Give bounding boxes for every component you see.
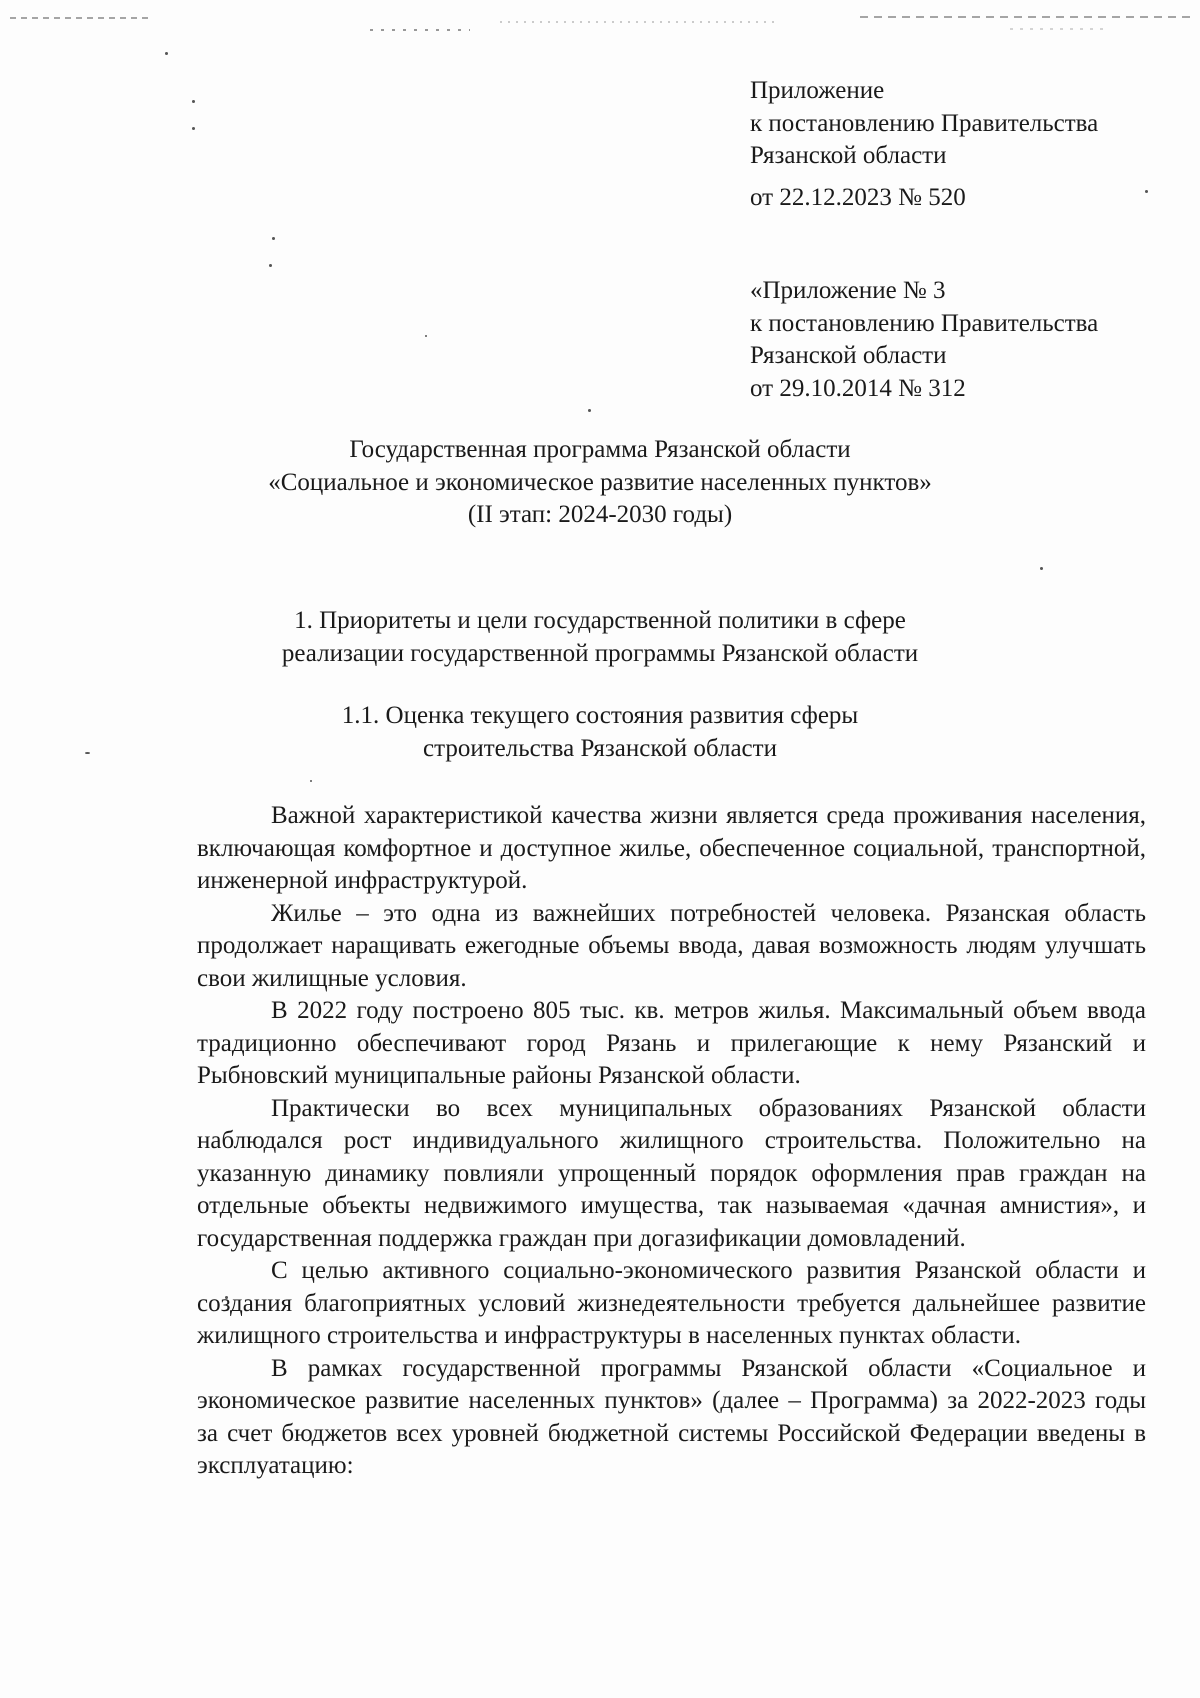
scan-speck (1145, 190, 1148, 193)
attachment-title: Приложение (750, 77, 885, 104)
paragraph: В 2022 году построено 805 тыс. кв. метров жилья. Максимальный объем ввода традиционно обеспечивают город Рязань и прилегающие к нему Рязанский и Рыбновский муниципальные районы Рязанской области. (197, 997, 1146, 1089)
paragraph: Важной характеристикой качества жизни является среда проживания населения, включающая комфортное и доступное жилье, обеспеченное социальной, транспортной, инженерной инфраструктурой. (197, 802, 1146, 894)
original-attachment-region: Рязанской области (750, 342, 947, 369)
original-attachment-header (750, 275, 1098, 405)
scan-speck (165, 52, 168, 55)
original-attachment-ref: к постановлению Правительства (750, 309, 1099, 337)
paragraph: С целью активного социально-экономического развития Рязанской области и создания благоприятных условий жизнедеятельности требуется дальнейшее развитие жилищного строительства и инфраструктуры в населенных пунктах области. (197, 1257, 1146, 1349)
paragraph: В рамках государственной программы Рязанской области «Социальное и экономическое развитие населенных пунктов» (далее – Программа) за 2022-2023 годы за счет бюджетов всех уровней бюджетной системы Российской Федерации введены в эксплуатацию: (197, 1354, 1146, 1479)
program-stage-line: (II этап: 2024-2030 годы) (467, 501, 733, 528)
section-heading-line: 1.1. Оценка текущего состояния развития сферы (341, 702, 859, 729)
attachment-header (750, 75, 1098, 214)
scan-speck (269, 264, 272, 267)
attachment-ref: к постановлению Правительства (750, 109, 1099, 137)
paragraph: Жилье – это одна из важнейших потребностей человека. Рязанская область продолжает наращивать ежегодные объемы ввода, давая возможность людям улучшать свои жилищные условия. (197, 899, 1146, 992)
original-attachment-title: «Приложение № 3 (750, 277, 946, 304)
scan-speck (1040, 567, 1043, 570)
paragraph: Практически во всех муниципальных образованиях Рязанской области наблюдался рост индивидуального жилищного строительства. Положительно на указанную динамику повлияли упрощенный порядок оформления прав граждан на отдельные объекты недвижимого имущества, так называемая «дачная амнистия», и государственная поддержка граждан при догазификации домовладений. (197, 1094, 1146, 1252)
scan-speck (310, 780, 312, 782)
original-attachment-date: от 29.10.2014 № 312 (750, 374, 966, 402)
section-heading-1 (0, 605, 1200, 670)
scan-speck (588, 409, 591, 412)
body-text (197, 800, 1146, 1483)
section-heading-line: 1. Приоритеты и цели государственной политики в сфере (294, 607, 906, 634)
section-heading-1-1 (0, 700, 1200, 765)
scan-edge-artifacts (0, 0, 1200, 40)
program-name-line: «Социальное и экономическое развитие населенных пунктов» (268, 468, 932, 496)
scan-speck (192, 127, 195, 130)
section-heading-line: строительства Рязанской области (423, 734, 777, 762)
scan-speck (425, 335, 427, 337)
section-heading-line: реализации государственной программы Рязанской области (281, 639, 919, 667)
attachment-date: от 22.12.2023 № 520 (750, 183, 966, 211)
program-title-line: Государственная программа Рязанской области (349, 436, 851, 463)
attachment-region: Рязанской области (750, 142, 947, 169)
scan-speck (272, 237, 275, 240)
program-title (0, 434, 1200, 532)
scan-speck (192, 100, 195, 103)
